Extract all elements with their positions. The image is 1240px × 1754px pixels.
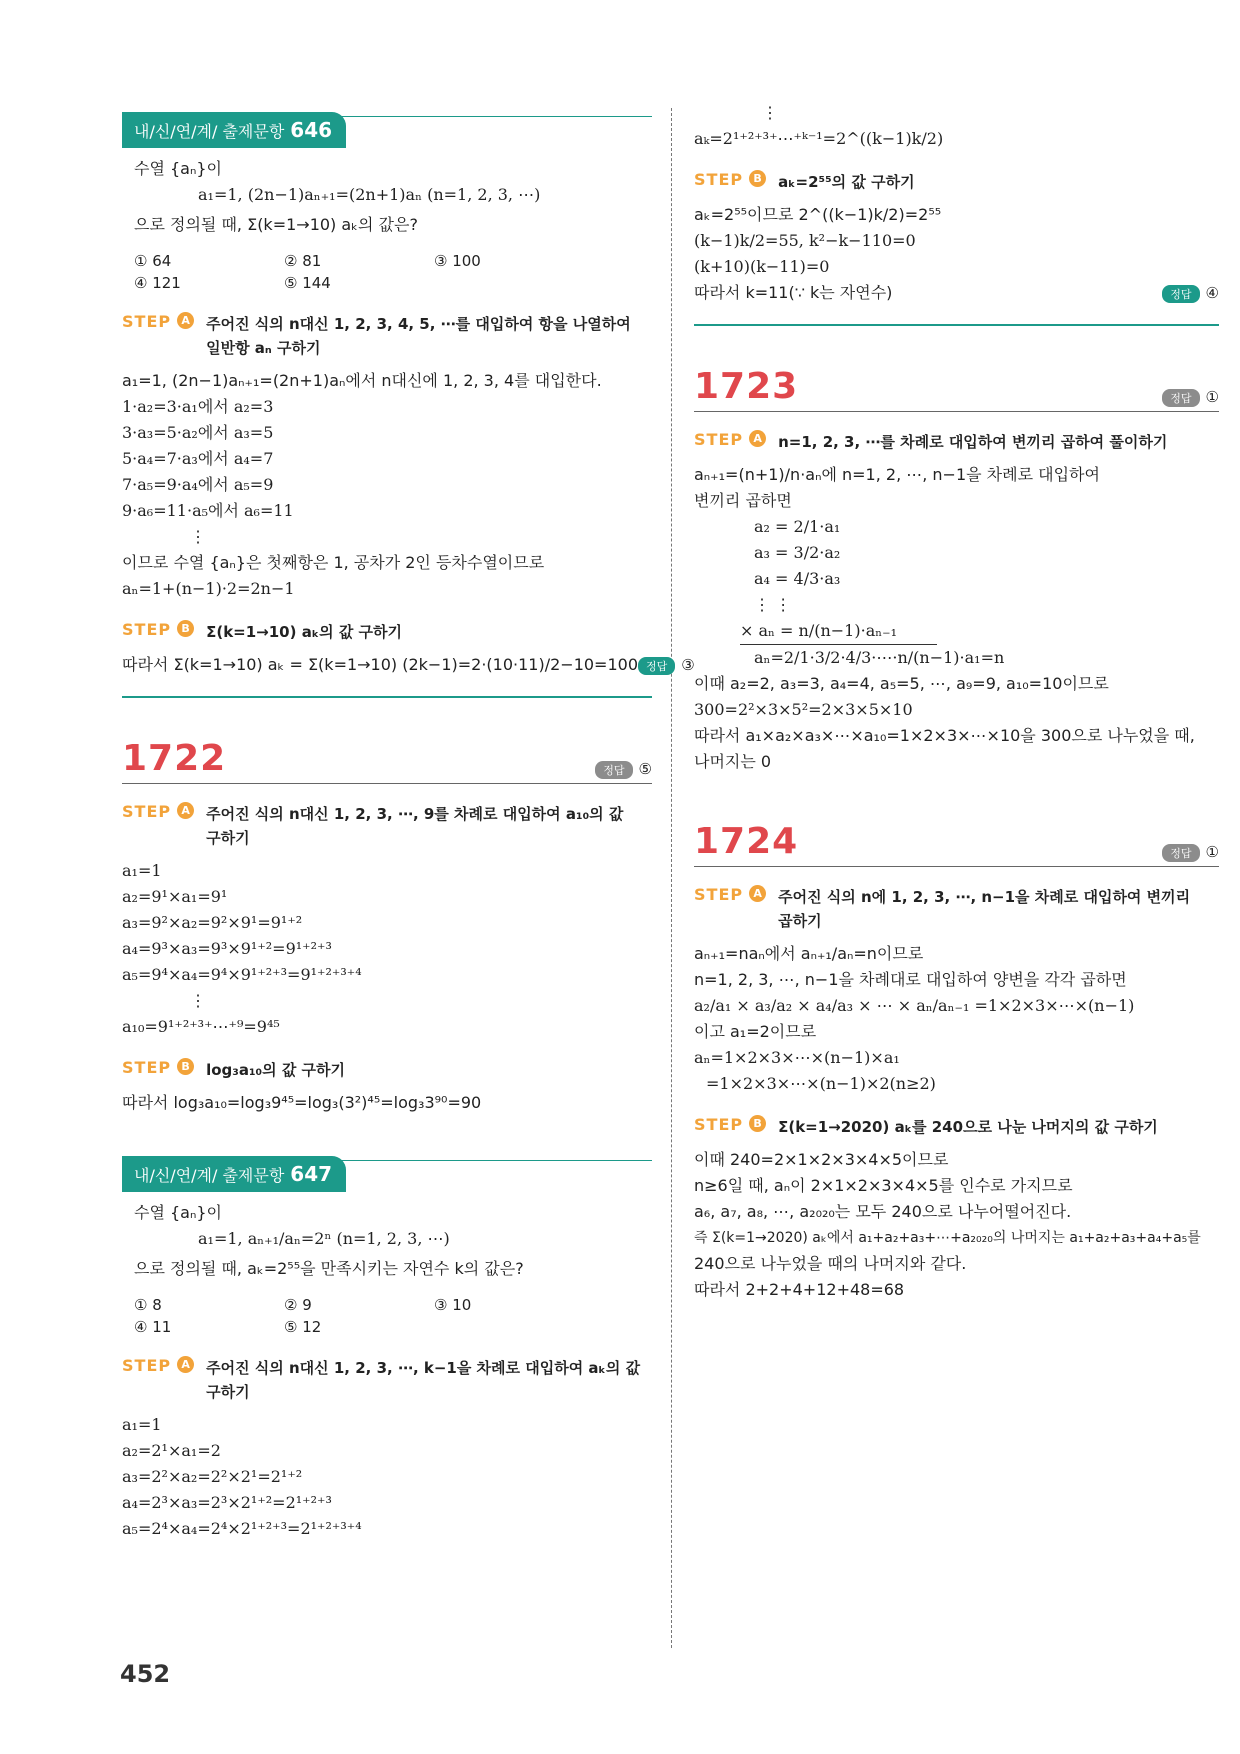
column-divider xyxy=(671,108,672,1648)
problem-647 xyxy=(134,1200,652,1282)
problem-1724-header xyxy=(694,821,1219,867)
answer-badge: 정답 ① xyxy=(1162,843,1219,862)
solution-line: a₄ = 4/3·a₃ xyxy=(754,569,841,588)
solution-line: 따라서 a₁×a₂×a₃×⋯×a₁₀=1×2×3×⋯×10을 300으로 나누었을 때, xyxy=(694,726,1195,745)
problem-1723-header xyxy=(694,366,1219,412)
choice: ④ 121 xyxy=(134,274,181,292)
solution-line: =1×2×3×⋯×(n−1)×2(n≥2) xyxy=(706,1074,936,1093)
solution-line: 300=2²×3×5²=2×3×5×10 xyxy=(694,700,913,719)
solution-line: a₅=9⁴×a₄=9⁴×9¹⁺²⁺³=9¹⁺²⁺³⁺⁴ xyxy=(122,965,362,984)
solution-line: a₁=1 xyxy=(122,861,162,880)
left-column xyxy=(122,112,695,1542)
solution-line: aₙ=1×2×3×⋯×(n−1)×a₁ xyxy=(694,1048,900,1067)
solution-final: 따라서 log₃a₁₀=log₃9⁴⁵=log₃(3²)⁴⁵=log₃3⁹⁰=90 xyxy=(122,1093,482,1112)
choices-647 xyxy=(134,1294,652,1338)
solution-1724-final xyxy=(694,1147,1219,1303)
solution-final: 따라서 2+2+4+12+48=68 xyxy=(694,1280,905,1299)
choices-646 xyxy=(134,250,652,294)
choice: ③ 100 xyxy=(434,252,481,270)
solution-line: a₁₀=9¹⁺²⁺³⁺⋯⁺⁹=9⁴⁵ xyxy=(122,1017,280,1036)
solution-line: a₂ = 2/1·a₁ xyxy=(754,517,841,536)
problem-1722-header xyxy=(122,738,652,784)
solution-line: a₄=9³×a₃=9³×9¹⁺²=9¹⁺²⁺³ xyxy=(122,939,332,958)
solution-line: aₙ=2/1·3/2·4/3·⋯·n/(n−1)·a₁=n xyxy=(754,648,1005,667)
choice: ⑤ 144 xyxy=(284,274,331,292)
problem-question: 으로 정의될 때, Σ(k=1→10) aₖ의 값은? xyxy=(134,215,418,234)
solution-line: 즉 Σ(k=1→2020) aₖ에서 a₁+a₂+a₃+⋯+a₂₀₂₀의 나머지는 a₁+a₂+a₃+a₄+a₅를 xyxy=(694,1230,1201,1246)
solution-line: 5·a₄=7·a₃에서 a₄=7 xyxy=(122,449,274,468)
solution-line: (k−1)k/2=55, k²−k−110=0 xyxy=(694,231,916,250)
vdots: ⋮ ⋮ xyxy=(754,595,792,614)
step-a-646: STEP A 주어진 식의 n대신 1, 2, 3, 4, 5, ⋯를 대입하여 항을 나열하여 일반항 aₙ 구하기 xyxy=(122,312,631,357)
problem-intro: 수열 {aₙ}이 xyxy=(134,1203,222,1222)
solution-line: aₙ=1+(n−1)·2=2n−1 xyxy=(122,579,295,598)
solution-line: 7·a₅=9·a₄에서 a₅=9 xyxy=(122,475,274,494)
solution-line: aₙ₊₁=naₙ에서 aₙ₊₁/aₙ=n이므로 xyxy=(694,944,924,963)
choice: ① 64 xyxy=(134,252,172,270)
choice: ① 8 xyxy=(134,1296,162,1314)
step-a-1724: STEP A 주어진 식의 n에 1, 2, 3, ⋯, n−1을 차례로 대입하여 변끼리 곱하기 xyxy=(694,885,1191,930)
problem-number: 1724 xyxy=(694,821,799,862)
answer-badge: 정답 ⑤ xyxy=(595,760,652,779)
solution-1723-body xyxy=(694,462,1219,775)
solution-final: 따라서 k=11(∵ k는 자연수) xyxy=(694,283,893,302)
step-a-1723: STEP A n=1, 2, 3, ⋯를 차례로 대입하여 변끼리 곱하여 풀이하기 xyxy=(694,430,1168,451)
solution-line: a₂/a₁ × a₃/a₂ × a₄/a₃ × ⋯ × aₙ/aₙ₋₁ =1×2×3×⋯×(n−1) xyxy=(694,996,1135,1015)
section-divider xyxy=(694,324,1219,326)
solution-647-final xyxy=(694,202,1219,306)
solution-line: a₁=1 xyxy=(122,1415,162,1434)
solution-final: 따라서 Σ(k=1→10) aₖ = Σ(k=1→10) (2k−1)=2·(10·11)/2−10=100 xyxy=(122,655,639,674)
solution-line: a₃=2²×a₂=2²×2¹=2¹⁺² xyxy=(122,1467,303,1486)
solution-line: a₆, a₇, a₈, ⋯, a₂₀₂₀는 모두 240으로 나누어떨어진다. xyxy=(694,1202,1072,1221)
choice: ⑤ 12 xyxy=(284,1318,322,1336)
problem-647-banner xyxy=(122,1156,652,1190)
solution-647-body xyxy=(122,1412,652,1542)
choice: ② 81 xyxy=(284,252,322,270)
step-a-647: STEP A 주어진 식의 n대신 1, 2, 3, ⋯, k−1을 차례로 대입하여 aₖ의 값 구하기 xyxy=(122,1356,641,1401)
solution-line: a₃=9²×a₂=9²×9¹=9¹⁺² xyxy=(122,913,303,932)
vdots: ⋮ xyxy=(190,991,206,1010)
solution-line: 이때 a₂=2, a₃=3, a₄=4, a₅=5, ⋯, a₉=9, a₁₀=10이므로 xyxy=(694,674,1109,693)
step-b-647: STEP B aₖ=2⁵⁵의 값 구하기 xyxy=(694,170,915,191)
solution-line: 변끼리 곱하면 xyxy=(694,491,792,510)
right-column xyxy=(694,100,1219,1303)
solution-line: aₙ₊₁=(n+1)/n·aₙ에 n=1, 2, ⋯, n−1을 차례로 대입하여 xyxy=(694,465,1100,484)
banner-tag: 내/신/연/계/ 출제문항 646 xyxy=(122,112,346,148)
solution-line: 3·a₃=5·a₂에서 a₃=5 xyxy=(122,423,274,442)
solution-line: n=1, 2, 3, ⋯, n−1을 차례대로 대입하여 양변을 각각 곱하면 xyxy=(694,970,1127,989)
step-b-1722: STEP B log₃a₁₀의 값 구하기 xyxy=(122,1058,346,1079)
solution-line: a₄=2³×a₃=2³×2¹⁺²=2¹⁺²⁺³ xyxy=(122,1493,332,1512)
solution-line: a₂=2¹×a₁=2 xyxy=(122,1441,221,1460)
vdots: ⋮ xyxy=(190,527,206,546)
answer-badge: 정답 ③ xyxy=(638,656,695,675)
section-divider xyxy=(122,696,652,698)
step-b-646: STEP B Σ(k=1→10) aₖ의 값 구하기 xyxy=(122,620,403,641)
problem-646-banner xyxy=(122,112,652,146)
step-a-1722: STEP A 주어진 식의 n대신 1, 2, 3, ⋯, 9를 차례로 대입하여 a₁₀의 값 구하기 xyxy=(122,802,624,847)
solution-line: 1·a₂=3·a₁에서 a₂=3 xyxy=(122,397,274,416)
choice: ③ 10 xyxy=(434,1296,472,1314)
page-number: 452 xyxy=(120,1660,171,1688)
solution-line: aₖ=2⁵⁵이므로 2^((k−1)k/2)=2⁵⁵ xyxy=(694,205,942,224)
solution-line: aₖ=2¹⁺²⁺³⁺⋯⁺ᵏ⁻¹=2^((k−1)k/2) xyxy=(694,129,944,148)
solution-1724-body xyxy=(694,941,1219,1097)
solution-line: 240으로 나누었을 때의 나머지와 같다. xyxy=(694,1254,967,1273)
answer-badge: 정답 ① xyxy=(1162,388,1219,407)
problem-question: 으로 정의될 때, aₖ=2⁵⁵을 만족시키는 자연수 k의 값은? xyxy=(134,1259,524,1278)
solution-line: a₃ = 3/2·a₂ xyxy=(754,543,841,562)
step-b-1724: STEP B Σ(k=1→2020) aₖ를 240으로 나눈 나머지의 값 구하기 xyxy=(694,1115,1158,1136)
choice: ④ 11 xyxy=(134,1318,172,1336)
solution-line: 이므로 수열 {aₙ}은 첫째항은 1, 공차가 2인 등차수열이므로 xyxy=(122,553,545,572)
solution-line: 9·a₆=11·a₅에서 a₆=11 xyxy=(122,501,294,520)
vdots: ⋮ xyxy=(762,103,778,122)
solution-line: a₂=9¹×a₁=9¹ xyxy=(122,887,228,906)
solution-line: × aₙ = n/(n−1)·aₙ₋₁ xyxy=(740,618,937,645)
solution-646-body xyxy=(122,368,652,602)
problem-number: 1722 xyxy=(122,738,227,779)
problem-formula: a₁=1, (2n−1)aₙ₊₁=(2n+1)aₙ (n=1, 2, 3, ⋯) xyxy=(198,185,541,204)
problem-formula: a₁=1, aₙ₊₁/aₙ=2ⁿ (n=1, 2, 3, ⋯) xyxy=(198,1229,450,1248)
banner-tag: 내/신/연/계/ 출제문항 647 xyxy=(122,1156,346,1192)
solution-line: 나머지는 0 xyxy=(694,752,772,771)
problem-646 xyxy=(134,156,652,238)
solution-line: 이때 240=2×1×2×3×4×5이므로 xyxy=(694,1150,949,1169)
solution-line: a₁=1, (2n−1)aₙ₊₁=(2n+1)aₙ에서 n대신에 1, 2, 3, 4를 대입한다. xyxy=(122,371,602,390)
problem-number: 1723 xyxy=(694,366,799,407)
solution-1722-body xyxy=(122,858,652,1040)
choice: ② 9 xyxy=(284,1296,312,1314)
solution-line: n≥6일 때, aₙ이 2×1×2×3×4×5를 인수로 가지므로 xyxy=(694,1176,1073,1195)
solution-line: (k+10)(k−11)=0 xyxy=(694,257,830,276)
answer-badge: 정답 ④ xyxy=(1162,284,1219,303)
solution-line: 이고 a₁=2이므로 xyxy=(694,1022,817,1041)
solution-647-continued xyxy=(694,100,1219,152)
solution-line: a₅=2⁴×a₄=2⁴×2¹⁺²⁺³=2¹⁺²⁺³⁺⁴ xyxy=(122,1519,362,1538)
problem-intro: 수열 {aₙ}이 xyxy=(134,159,222,178)
